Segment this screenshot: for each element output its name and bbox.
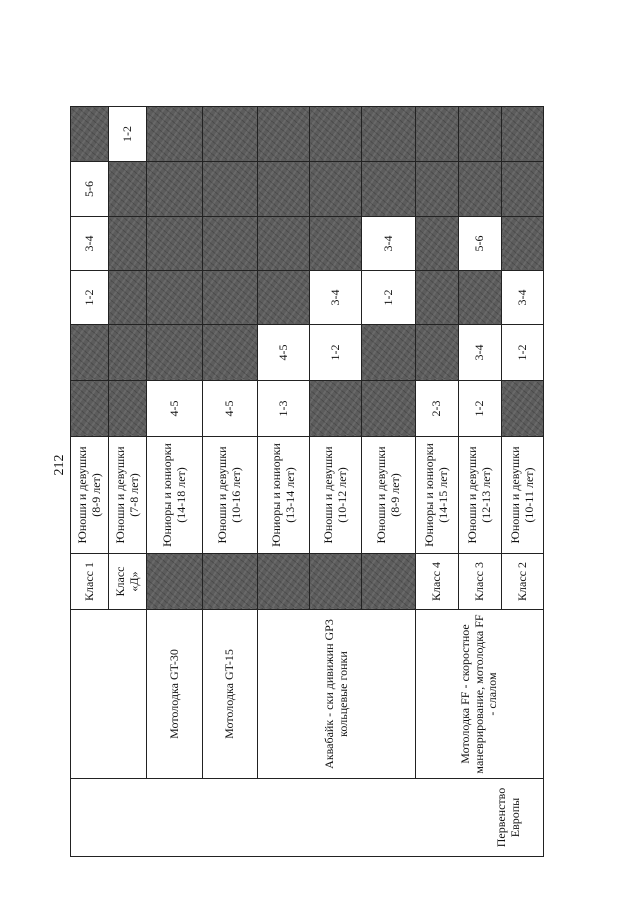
age-cell: Юниоры и юниорки (13-14 лет) [258, 437, 310, 554]
value-cell: 1-2 [310, 325, 362, 381]
dark-cell [502, 107, 544, 162]
dark-cell [203, 554, 258, 610]
age-cell: Юниоры и юниорки (14-18 лет) [147, 437, 203, 554]
dark-cell [362, 162, 416, 217]
age-cell: Юниоры и юниорки (14-15 лет) [416, 437, 459, 554]
subclass-cell: Класс 1 [71, 554, 109, 610]
value-cell: 1-2 [459, 381, 502, 437]
dark-cell [147, 325, 203, 381]
age-cell: Юноши и девушки (8-9 лет) [71, 437, 109, 554]
value-cell: 1-3 [258, 381, 310, 437]
value-cell: 3-4 [502, 271, 544, 325]
dark-cell [310, 381, 362, 437]
value-cell: 1-2 [71, 271, 109, 325]
class-cell: Мотолодка GT-30 [147, 610, 203, 779]
dark-cell [310, 217, 362, 271]
value-cell: 3-4 [310, 271, 362, 325]
event-cell [71, 779, 544, 857]
dark-cell [258, 217, 310, 271]
dark-cell [147, 162, 203, 217]
dark-cell [416, 271, 459, 325]
dark-cell [147, 107, 203, 162]
dark-cell [416, 325, 459, 381]
dark-cell [258, 107, 310, 162]
dark-cell [147, 271, 203, 325]
table-row [203, 107, 258, 857]
dark-cell [362, 381, 416, 437]
class-cell: Мотолодка FF - скоростное маневрирование, мотолодка FF - слалом [416, 610, 544, 779]
value-cell: 2-3 [416, 381, 459, 437]
dark-cell [310, 107, 362, 162]
value-cell: 1-2 [502, 325, 544, 381]
dark-cell [147, 554, 203, 610]
page-number: 212 [52, 454, 67, 476]
age-cell: Юноши и девушки (7-8 лет) [109, 437, 147, 554]
dark-cell [258, 554, 310, 610]
dark-cell [109, 217, 147, 271]
age-cell: Юноши и девушки (10-11 лет) [502, 437, 544, 554]
dark-cell [416, 107, 459, 162]
dark-cell [416, 162, 459, 217]
value-cell: 3-4 [71, 217, 109, 271]
class-cell: Аквабайк - ски дивижин GP3 кольцевые гонки [258, 610, 416, 779]
dark-cell [459, 271, 502, 325]
dark-cell [258, 271, 310, 325]
dark-cell [109, 162, 147, 217]
table-row [147, 107, 203, 857]
dark-cell [203, 162, 258, 217]
dark-cell [71, 325, 109, 381]
dark-cell [310, 162, 362, 217]
age-cell: Юноши и девушки (8-9 лет) [362, 437, 416, 554]
dark-cell [203, 217, 258, 271]
dark-cell [362, 107, 416, 162]
value-cell: 4-5 [258, 325, 310, 381]
empty-class-cell [71, 610, 147, 779]
value-cell: 5-6 [71, 162, 109, 217]
value-cell: 4-5 [147, 381, 203, 437]
subclass-cell: Класс 4 [416, 554, 459, 610]
dark-cell [71, 381, 109, 437]
age-cell: Юноши и девушки (10-12 лет) [310, 437, 362, 554]
dark-cell [203, 107, 258, 162]
class-cell: Мотолодка GT-15 [203, 610, 258, 779]
dark-cell [502, 381, 544, 437]
dark-cell [502, 217, 544, 271]
dark-cell [71, 107, 109, 162]
dark-cell [147, 217, 203, 271]
dark-cell [459, 162, 502, 217]
dark-cell [502, 162, 544, 217]
dark-cell [109, 381, 147, 437]
dark-cell [416, 217, 459, 271]
dark-cell [362, 325, 416, 381]
dark-cell [459, 107, 502, 162]
value-cell: 3-4 [362, 217, 416, 271]
table-row [416, 107, 459, 857]
subclass-cell: Класс 3 [459, 554, 502, 610]
dark-cell [109, 325, 147, 381]
rotated-table-wrapper [70, 107, 536, 857]
dark-cell [362, 554, 416, 610]
subclass-cell: Класс «Д» [109, 554, 147, 610]
table-row [258, 107, 310, 857]
dark-cell [258, 162, 310, 217]
age-cell: Юноши и девушки (10-16 лет) [203, 437, 258, 554]
subclass-cell: Класс 2 [502, 554, 544, 610]
dark-cell [203, 325, 258, 381]
value-cell: 1-2 [362, 271, 416, 325]
competition-table [70, 106, 544, 857]
value-cell: 5-6 [459, 217, 502, 271]
dark-cell [310, 554, 362, 610]
dark-cell [203, 271, 258, 325]
value-cell: 3-4 [459, 325, 502, 381]
dark-cell [109, 271, 147, 325]
value-cell: 4-5 [203, 381, 258, 437]
table-row [71, 107, 109, 857]
age-cell: Юноши и девушки (12-13 лет) [459, 437, 502, 554]
value-cell: 1-2 [109, 107, 147, 162]
event-label: Первенство Европы [494, 787, 523, 848]
